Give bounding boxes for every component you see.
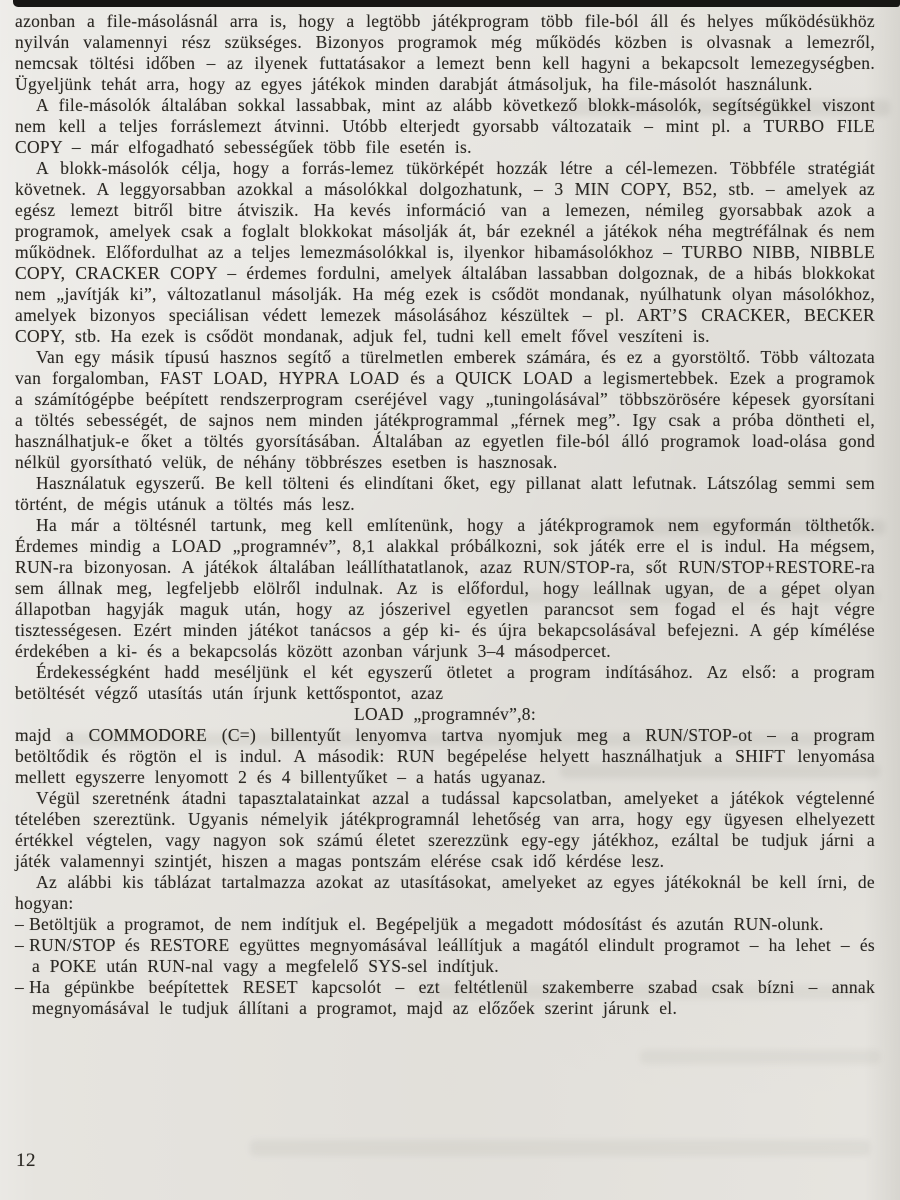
paragraph-loading-games: Ha már a töltésnél tartunk, meg kell említenünk, hogy a játékprogramok nem egyformán tölthetők. Érdemes mindig a LOAD „programnév”, 8,1 alakkal próbálkozni, sok játék erre el is indul. Ha mégsem, RUN-ra bizonyosan. A játékok általában leállíthatatlanok, azaz RUN/STOP-ra, sőt RUN/STOP+RESTORE-ra sem állnak meg, legfeljebb elölről indulnak. Az is előfordul, hogy leállnak ugyan, de a gépet olyan állapotban hagyják maguk után, hogy az jószerivel egyetlen parancsot sem fogad el és hajt végre tisztességesen. Ezért minden játékot tanácsos a gép ki- és újra bekapcsolásával befejezni. A gép kímélése érdekében a ki- és a bekapcsolás között azonban várjunk 3–4 másodpercet.	[15, 515, 875, 661]
paragraph-fast-loaders: Van egy másik típusú hasznos segítő a türelmetlen emberek számára, és ez a gyorstöltő. Több változata van forgalomban, FAST LOAD, HYPRA LOAD és a QUICK LOAD a legismertebbek. Ezek a programok a számítógépbe beépített rendszerprogram cseréjével vagy „tuningolásával” többszörösére képesek gyorsítani a töltés sebességét, de sajnos nem minden játékprogrammal „férnek meg”. Igy csak a próba döntheti el, használhatjuk-e őket a töltés gyorsításában. Általában az egyetlen file-ból álló programok load-olása gond nélkül gyorsítható velük, de néhány többrészes esetben is hasznosak.	[15, 347, 875, 472]
list-item-text: RUN/STOP és RESTORE együttes megnyomásával leállítjuk a magától elindult programot – ha lehet – és a POKE után RUN-nal vagy a megfelelő SYS-sel indítjuk.	[29, 935, 875, 976]
list-item-text: Betöltjük a programot, de nem indítjuk el. Begépeljük a megadott módosítást és azután RUN-olunk.	[29, 914, 824, 934]
list-item-reset-switch	[15, 977, 875, 1019]
code-line-load-command: LOAD „programnév”,8:	[353, 704, 537, 724]
bleed-through-smudge	[640, 1050, 880, 1064]
list-item-text: Ha gépünkbe beépítettek RESET kapcsolót – ezt feltétlenül szakemberre szabad csak bízni – annak megnyomásával le tudjuk állítani a programot, majd az előzőek szerint járunk el.	[29, 977, 875, 1018]
paragraph-file-copiers-speed: A file-másolók általában sokkal lassabbak, mint az alább következő blokk-másolók, segítségükkel viszont nem kell a teljes forráslemezt átvinni. Utóbb elterjedt gyorsabb változataik – mint pl. a TURBO FILE COPY – már elfogadható sebességűek több file esetén is.	[15, 95, 875, 157]
list-item-load-modify-run	[15, 914, 875, 935]
dash-marker: –	[15, 977, 25, 997]
text-column	[15, 11, 875, 1019]
scan-edge-artifact	[13, 0, 900, 7]
paragraph-table-intro: Az alábbi kis táblázat tartalmazza azokat az utasításokat, amelyeket az egyes játékoknál be kell írni, de hogyan:	[15, 872, 875, 913]
paragraph-continuation-file-copying: azonban a file-másolásnál arra is, hogy a legtöbb játékprogram több file-ból áll és helyes működésükhöz nyilván valamennyi rész szükséges. Bizonyos programok még működés közben is olvasnak a lemezről, nemcsak töltési időben – az ilyenek futtatásakor a lemezt benn kell hagyni a bekapcsolt lemezegységben. Ügyeljünk tehát arra, hogy az egyes játékok minden darabját átmásoljuk, ha file-másolót használunk.	[15, 11, 875, 94]
page-number: 12	[16, 1150, 36, 1171]
dash-marker: –	[15, 914, 25, 934]
list-item-runstop-restore	[15, 935, 875, 977]
bleed-through-smudge	[250, 1140, 870, 1156]
dash-marker: –	[15, 935, 25, 955]
paragraph-commodore-key-trick: majd a COMMODORE (C=) billentyűt lenyomva tartva nyomjuk meg a RUN/STOP-ot – a program betöltődik és rögtön el is indul. A második: RUN begépelése helyett használhatjuk a SHIFT lenyomása mellett egyszerre lenyomott 2 és 4 billentyűket – a hatás ugyanaz.	[15, 725, 875, 787]
paragraph-infinite-lives: Végül szeretnénk átadni tapasztalatainkat azzal a tudással kapcsolatban, amelyeket a játékok végtelenné tételében szereztünk. Ugyanis némelyik játékprogramnál lehetőség van arra, hogy egy ügyesen elhelyezett értékkel végtelen, vagy nagyon sok számú életet szerezzünk egy-egy játékhoz, ezáltal be tudjuk járni a játék valamennyi szintjét, hiszen a magas pontszám elérése csak idő kérdése lesz.	[15, 788, 875, 871]
paragraph-two-tricks-intro: Érdekességként hadd meséljünk el két egyszerű ötletet a program indításához. Az első: a program betöltését végző utasítás után írjunk kettőspontot, azaz	[15, 662, 875, 703]
paragraph-usage-simple: Használatuk egyszerű. Be kell tölteni és elindítani őket, egy pillanat alatt lefutnak. Látszólag semmi sem történt, de mégis utánuk a töltés más lesz.	[15, 473, 875, 514]
instruction-list	[15, 914, 875, 1019]
paragraph-block-copiers: A blokk-másolók célja, hogy a forrás-lemez tükörképét hozzák létre a cél-lemezen. Többféle stratégiát követnek. A leggyorsabban azokkal a másolókkal dolgozhatunk, – 3 MIN COPY, B52, stb. – amelyek az egész lemezt bitről bitre átviszik. Ha kevés információ van a lemezen, némileg gyorsabbak azok a programok, amelyek csak a foglalt blokkokat másolják át, bár ezeknél a játékok néha megtréfálnak és nem működnek. Előfordulhat az a teljes lemezmásolókkal is, ilyenkor hibamásolókhoz – TURBO NIBB, NIBBLE COPY, CRACKER COPY – érdemes fordulni, amelyek általában lassabban dolgoznak, de a hibás blokkokat nem „javítják ki”, változatlanul másolják. Ha még ezek is csődöt mondanak, nyúlhatunk olyan másolókhoz, amelyek bizonyos speciálisan védett lemezek másolásához készültek – pl. ART’S CRACKER, BECKER COPY, stb. Ha ezek is csődöt mondanak, adjuk fel, tudni kell emelt fővel veszíteni is.	[15, 158, 875, 346]
